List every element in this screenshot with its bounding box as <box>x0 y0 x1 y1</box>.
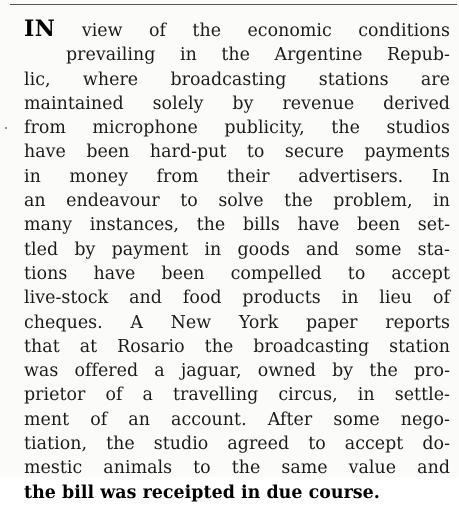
article-line-1-text: view of the economic conditions <box>55 21 450 41</box>
article-line-7: in money from their advertisers. In <box>24 166 450 187</box>
article-line-14: that at Rosario the broadcasting station <box>24 336 450 357</box>
article-line-17: ment of an account. After some nego- <box>24 409 450 430</box>
article-line-2: prevailing in the Argentine Repub- <box>66 45 450 66</box>
article-line-15: was offered a jaguar, owned by the pro- <box>24 361 450 382</box>
ink-speck <box>5 127 7 129</box>
article-line-1 <box>24 16 450 43</box>
article-line-13: cheques. A New York paper reports <box>24 312 450 333</box>
article-body <box>24 16 450 505</box>
article-line-5: from microphone publicity, the studios <box>24 118 450 139</box>
article-line-18: tiation, the studio agreed to accept do- <box>24 434 450 455</box>
article-line-16: prietor of a travelling circus, in settle- <box>24 385 450 406</box>
dropcap: IN <box>24 16 56 42</box>
article-line-6: have been hard-put to secure payments <box>24 142 450 163</box>
article-line-20: the bill was receipted in due course. <box>24 482 380 503</box>
top-rule <box>10 4 457 5</box>
article-line-11: tions have been compelled to accept <box>24 263 450 284</box>
article-line-4: maintained solely by revenue derived <box>24 93 450 114</box>
article-line-19: mestic animals to the same value and <box>24 458 450 479</box>
article-line-3: lic, where broadcasting stations are <box>24 69 450 90</box>
article-line-12: live-stock and food products in lieu of <box>24 288 450 309</box>
article-line-8: an endeavour to solve the problem, in <box>24 191 450 212</box>
article-line-10: tled by payment in goods and some sta- <box>24 239 450 260</box>
article-line-9: many instances, the bills have been set- <box>24 215 450 236</box>
